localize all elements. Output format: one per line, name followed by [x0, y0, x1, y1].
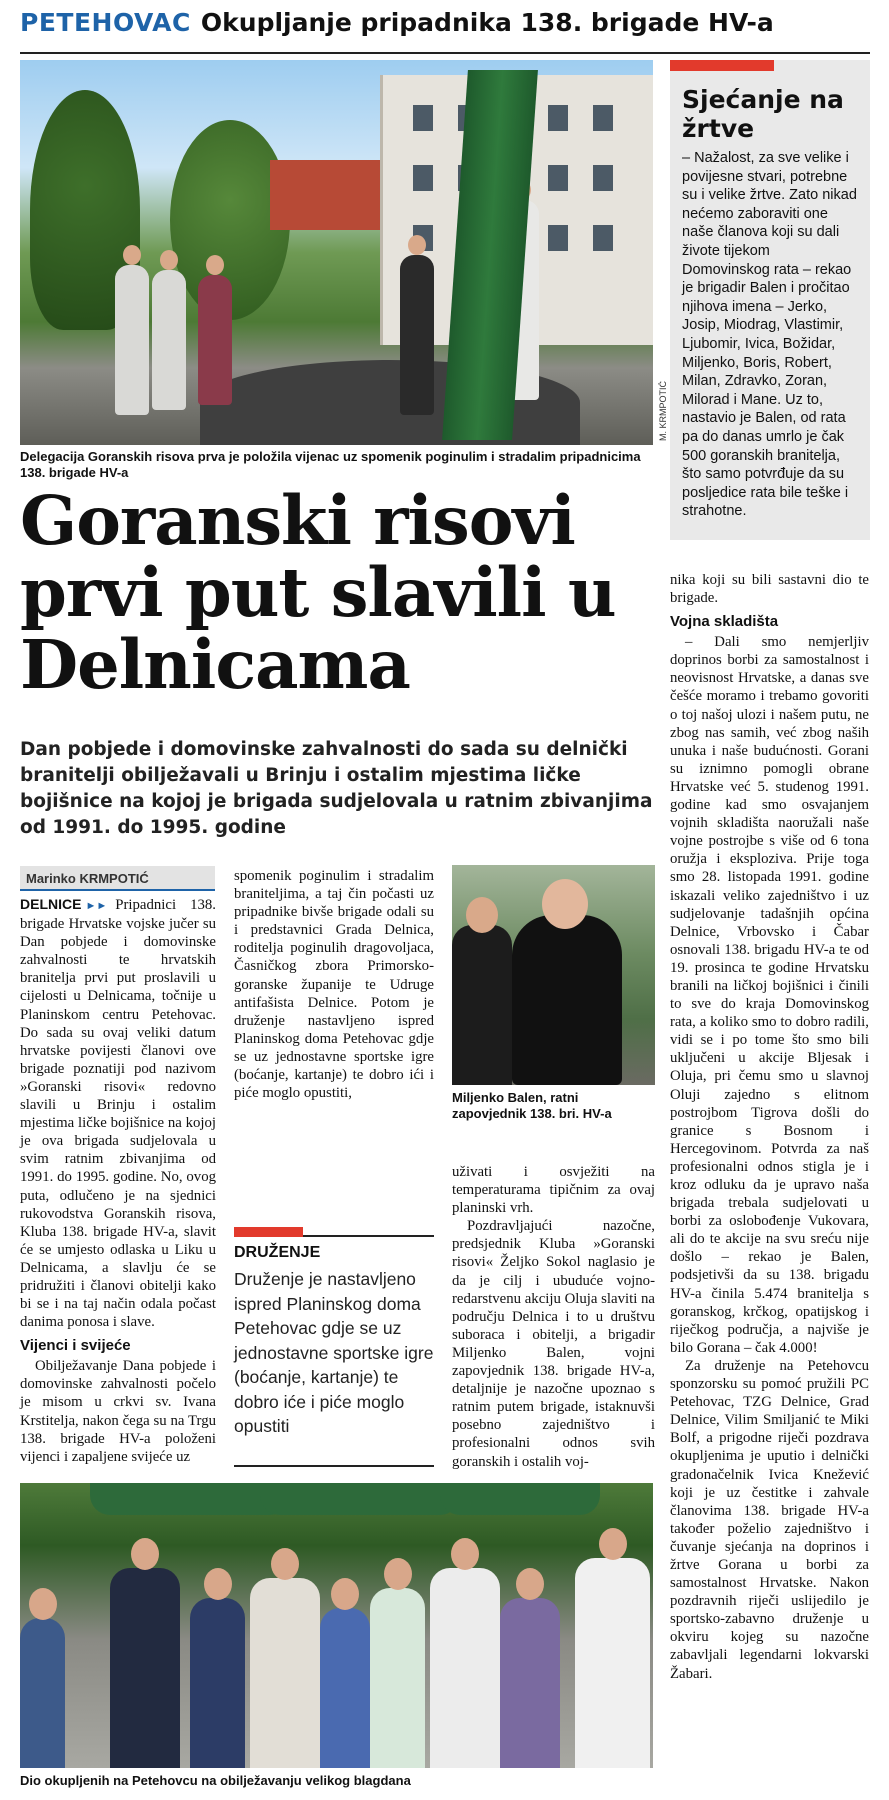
deck: Dan pobjede i domovinske zahvalnosti do sada su delnički branitelji obilježavali u Brinju i ostalim mjestima ličke bojišnice na kojoj je brigada sudjelovala u ratnim zbivanjima od 1991. do 1995. godine	[20, 739, 653, 838]
person-shape	[320, 1608, 370, 1768]
top-photo	[20, 60, 653, 445]
bottom-photo	[20, 1483, 653, 1768]
person-shape	[250, 1578, 320, 1768]
person-shape	[110, 1568, 180, 1768]
person-shape	[198, 275, 232, 405]
person-shape	[452, 925, 512, 1085]
paragraph: Za druženje na Petehovcu sponzorsku su pomoć pružili PC Petehovac, TZG Delnice, Grad Delnice, Vilim Smiljanić te Miki Bolf, a prigodne riječi pozdrava okupljenima je uputio i delnički gradonačelnik Ivica Knežević koji je uz čestitke i zahvale članovima 138. brigade HV-a također poželio zajedništvo i čuvanje sjećanja na doprinos i žrtve Gorana u borbi za samostalnost Hrvatske. Nakon pozdravnih riječi uslijedilo je sportsko-zabavno druženje u okviru kojeg su nazočne zabavljali legendarni lokvarski Žabari.	[670, 1357, 869, 1682]
pullout-box	[234, 1227, 434, 1467]
roof-shape	[270, 160, 390, 230]
section-rubric	[20, 8, 870, 54]
person-shape	[115, 265, 149, 415]
person-shape	[512, 915, 622, 1085]
paragraph: uživati i osvježiti na temperaturama tipičnim za ovaj planinski vrh.	[452, 1164, 655, 1217]
person-shape	[370, 1588, 425, 1768]
paragraph: Pripadnici 138. brigade Hrvatske vojske jučer su Dan pobjede i domovinske zahvalnosti te hrvatskih branitelja prvi put proslavili u cijelosti u Delnicama, točnije u Planinskom centru Petehovac. Do sada su ovaj veliki datum hrvatske povijesti članovi ove brigade poznatiji pod nazivom »Goranski risovi« redovno slavili u Brinju i ostalim mjestima ličke bojišnice na kojoj je ova brigada sudjelovala u svim ratnim zbivanjima od 1991. do 1995. godine. No, ovog puta, odlučeno je na sjednici rukovodstva Goranskih risova, Kluba 138. brigade HV-a, slavit će se umjesto odlaska u Liku u Delnicama, a slavlju će se pridružiti i članovi obitelji kako bi se i na taj način odala počast danima ponosa i slave.	[20, 897, 216, 1331]
pullout-title: DRUŽENJE	[234, 1244, 321, 1261]
subheading: Vojna skladišta	[670, 613, 779, 631]
article-column-1	[20, 895, 216, 1466]
article-column-4	[670, 571, 869, 1683]
article-column-2	[234, 867, 434, 1222]
accent-bar	[234, 1227, 303, 1237]
person-shape	[152, 270, 186, 410]
rubric-title: Okupljanje pripadnika 138. brigade HV-a	[200, 8, 774, 37]
photo-caption: Delegacija Goranskih risova prva je položila vijenac uz spomenik poginulim i stradalim pripadnicima 138. brigade HV-a	[20, 449, 641, 480]
person-shape	[190, 1598, 245, 1768]
paragraph-continued: spomenik poginulim i stradalim braniteljima, a taj čin počasti uz pripadnike bivše brigade odali su i predstavnici Grada Delnica, roditelja poginulih dragovoljaca, Časničkog zbora Primorsko-goranske županije te Udruge antifašista Delnice. Potom je druženje nastavljeno ispred Planinskog doma Petehovac gdje se uz jednostavne sportske igre (boćanje, kartanje) te dobro ići i piće moglo opustiti,	[234, 868, 434, 1102]
umbrella-shape	[440, 1483, 600, 1515]
umbrella-shape	[260, 1483, 460, 1515]
sidebar-title: Sjećanje na žrtve	[682, 85, 844, 143]
paragraph: Pozdravljajući nazočne, predsjednik Kluba »Goranski risovi« Željko Sokol naglasio je da je cilj i ubuduće vojno-redarstvenu akciju Oluja slaviti na području Delnica i to u društvu suboraca i obitelji, a brigadir Miljenko Balen, vojni zapovjednik 138. brigade HV-a, detaljnije je nazočne upoznao s ratnim putem brigade, istaknuvši posebno zajedništvo i profesionalni odnos svih goranskih i ostalih voj-	[452, 1218, 655, 1470]
pullout-text: Druženje je nastavljeno ispred Planinskog doma Petehovac gdje se uz jednostavne sportske igre (boćanje, kartanje) te dobro iće i piće moglo opustiti	[234, 1269, 434, 1436]
photo-caption: Dio okupljenih na Petehovcu na obilježavanju velikog blagdana	[20, 1773, 411, 1788]
subheading: Vijenci i svijeće	[20, 1337, 131, 1355]
middle-photo	[452, 865, 655, 1085]
person-shape	[430, 1568, 500, 1768]
photo-credit: M. KRMPOTIĆ	[658, 381, 668, 441]
person-shape	[500, 1598, 560, 1768]
location-kicker: PETEHOVAC	[20, 8, 191, 37]
dateline-arrow-icon: ►►	[85, 900, 108, 912]
accent-bar	[670, 60, 774, 71]
paragraph: nika koji su bili sastavni dio te brigade.	[670, 572, 869, 607]
byline: Marinko KRMPOTIĆ	[20, 866, 215, 891]
headline: Goranski risovi prvi put slavili u Delnicama	[20, 481, 616, 704]
person-shape	[575, 1558, 650, 1768]
person-shape	[20, 1618, 65, 1768]
photo-caption: Miljenko Balen, ratni zapovjednik 138. bri. HV-a	[452, 1090, 612, 1121]
person-shape	[400, 255, 434, 415]
divider	[303, 1235, 434, 1237]
dateline: DELNICE	[20, 896, 82, 912]
article-column-3	[452, 1163, 655, 1471]
paragraph	[20, 1357, 216, 1466]
paragraph-text: Obilježavanje Dana pobjede i domovinske zahvalnosti počelo je misom u crkvi sv. Ivana Krstitelja, nakon čega su na Trgu 138. brigade HV-a položeni vijenci i zapaljene svijeće uz	[20, 1358, 216, 1465]
paragraph: – Dali smo nemjerljiv doprinos borbi za samostalnost i neovisnost Hrvatske, a danas sve češće moramo i trebamo govoriti o toj našoj ulozi i našem putu, ne zbog nas samih, već zbog naših unuka i naše budućnosti. Gorani su iznimno pomogli obrane Hrvatske već 5. studenog 1991. godine kad smo osvajanjem vojnih skladišta naoružali naše vojne postrojbe s više od 6 tona oružja i eksploziva. Prije toga smo 28. listopada 1991. godine iskazali veliko zajedništvo i uz sudjelovanje tadašnjih općina Delnice, Vrbovsko i Čabar osnovali 138. brigadu HV-a te od 19. prosinca te godine Hrvatsku branili na ličkoj bojišnici i činili to sve do kraja Domovinskog rata, a koliko smo to dobro radili, vidi se i po tome što smo bili uključeni u akcije Bljesak i Oluja, pri čemu smo u slavnoj Oluji zajedno s elitnom postrojbom Tigrova došli do granice s Bosnom i Hercegovinom. Potvrda za naš profesionalni odnos stigla je i kroz odluku da je upravo naša brigada trebala sudjelovati u borbi za oslobođenje Vukovara, ali do te akcije na svu sreću nije došlo – rekao je Balen, podsjetivši da su 138. brigadu HV-a činila 5.474 branitelja s goranskog, krčkog, opatijskog i riječkog područja, a najviše je bilo Gorana – čak 4.000!	[670, 634, 869, 1356]
sidebar-text: – Nažalost, za sve velike i povijesne stvari, potrebne su i velike žrtve. Zato nikad nećemo zaboraviti one naše članova koji su dali živote tijekom Domovinskog rata – rekao je brigadir Balen i pročitao njihova imena – Jerko, Josip, Miodrag, Vlastimir, Ljubomir, Ivica, Božidar, Miljenko, Boris, Robert, Milan, Zdravko, Zoran, Milorad i Mane. Uz to, nastavio je Balen, od rata pa do danas umrlo je čak 500 goranskih branitelja, što samo potvrđuje da su posljedice rata bile teške i strahotne.	[682, 150, 857, 520]
memorial-sidebar	[670, 60, 870, 540]
